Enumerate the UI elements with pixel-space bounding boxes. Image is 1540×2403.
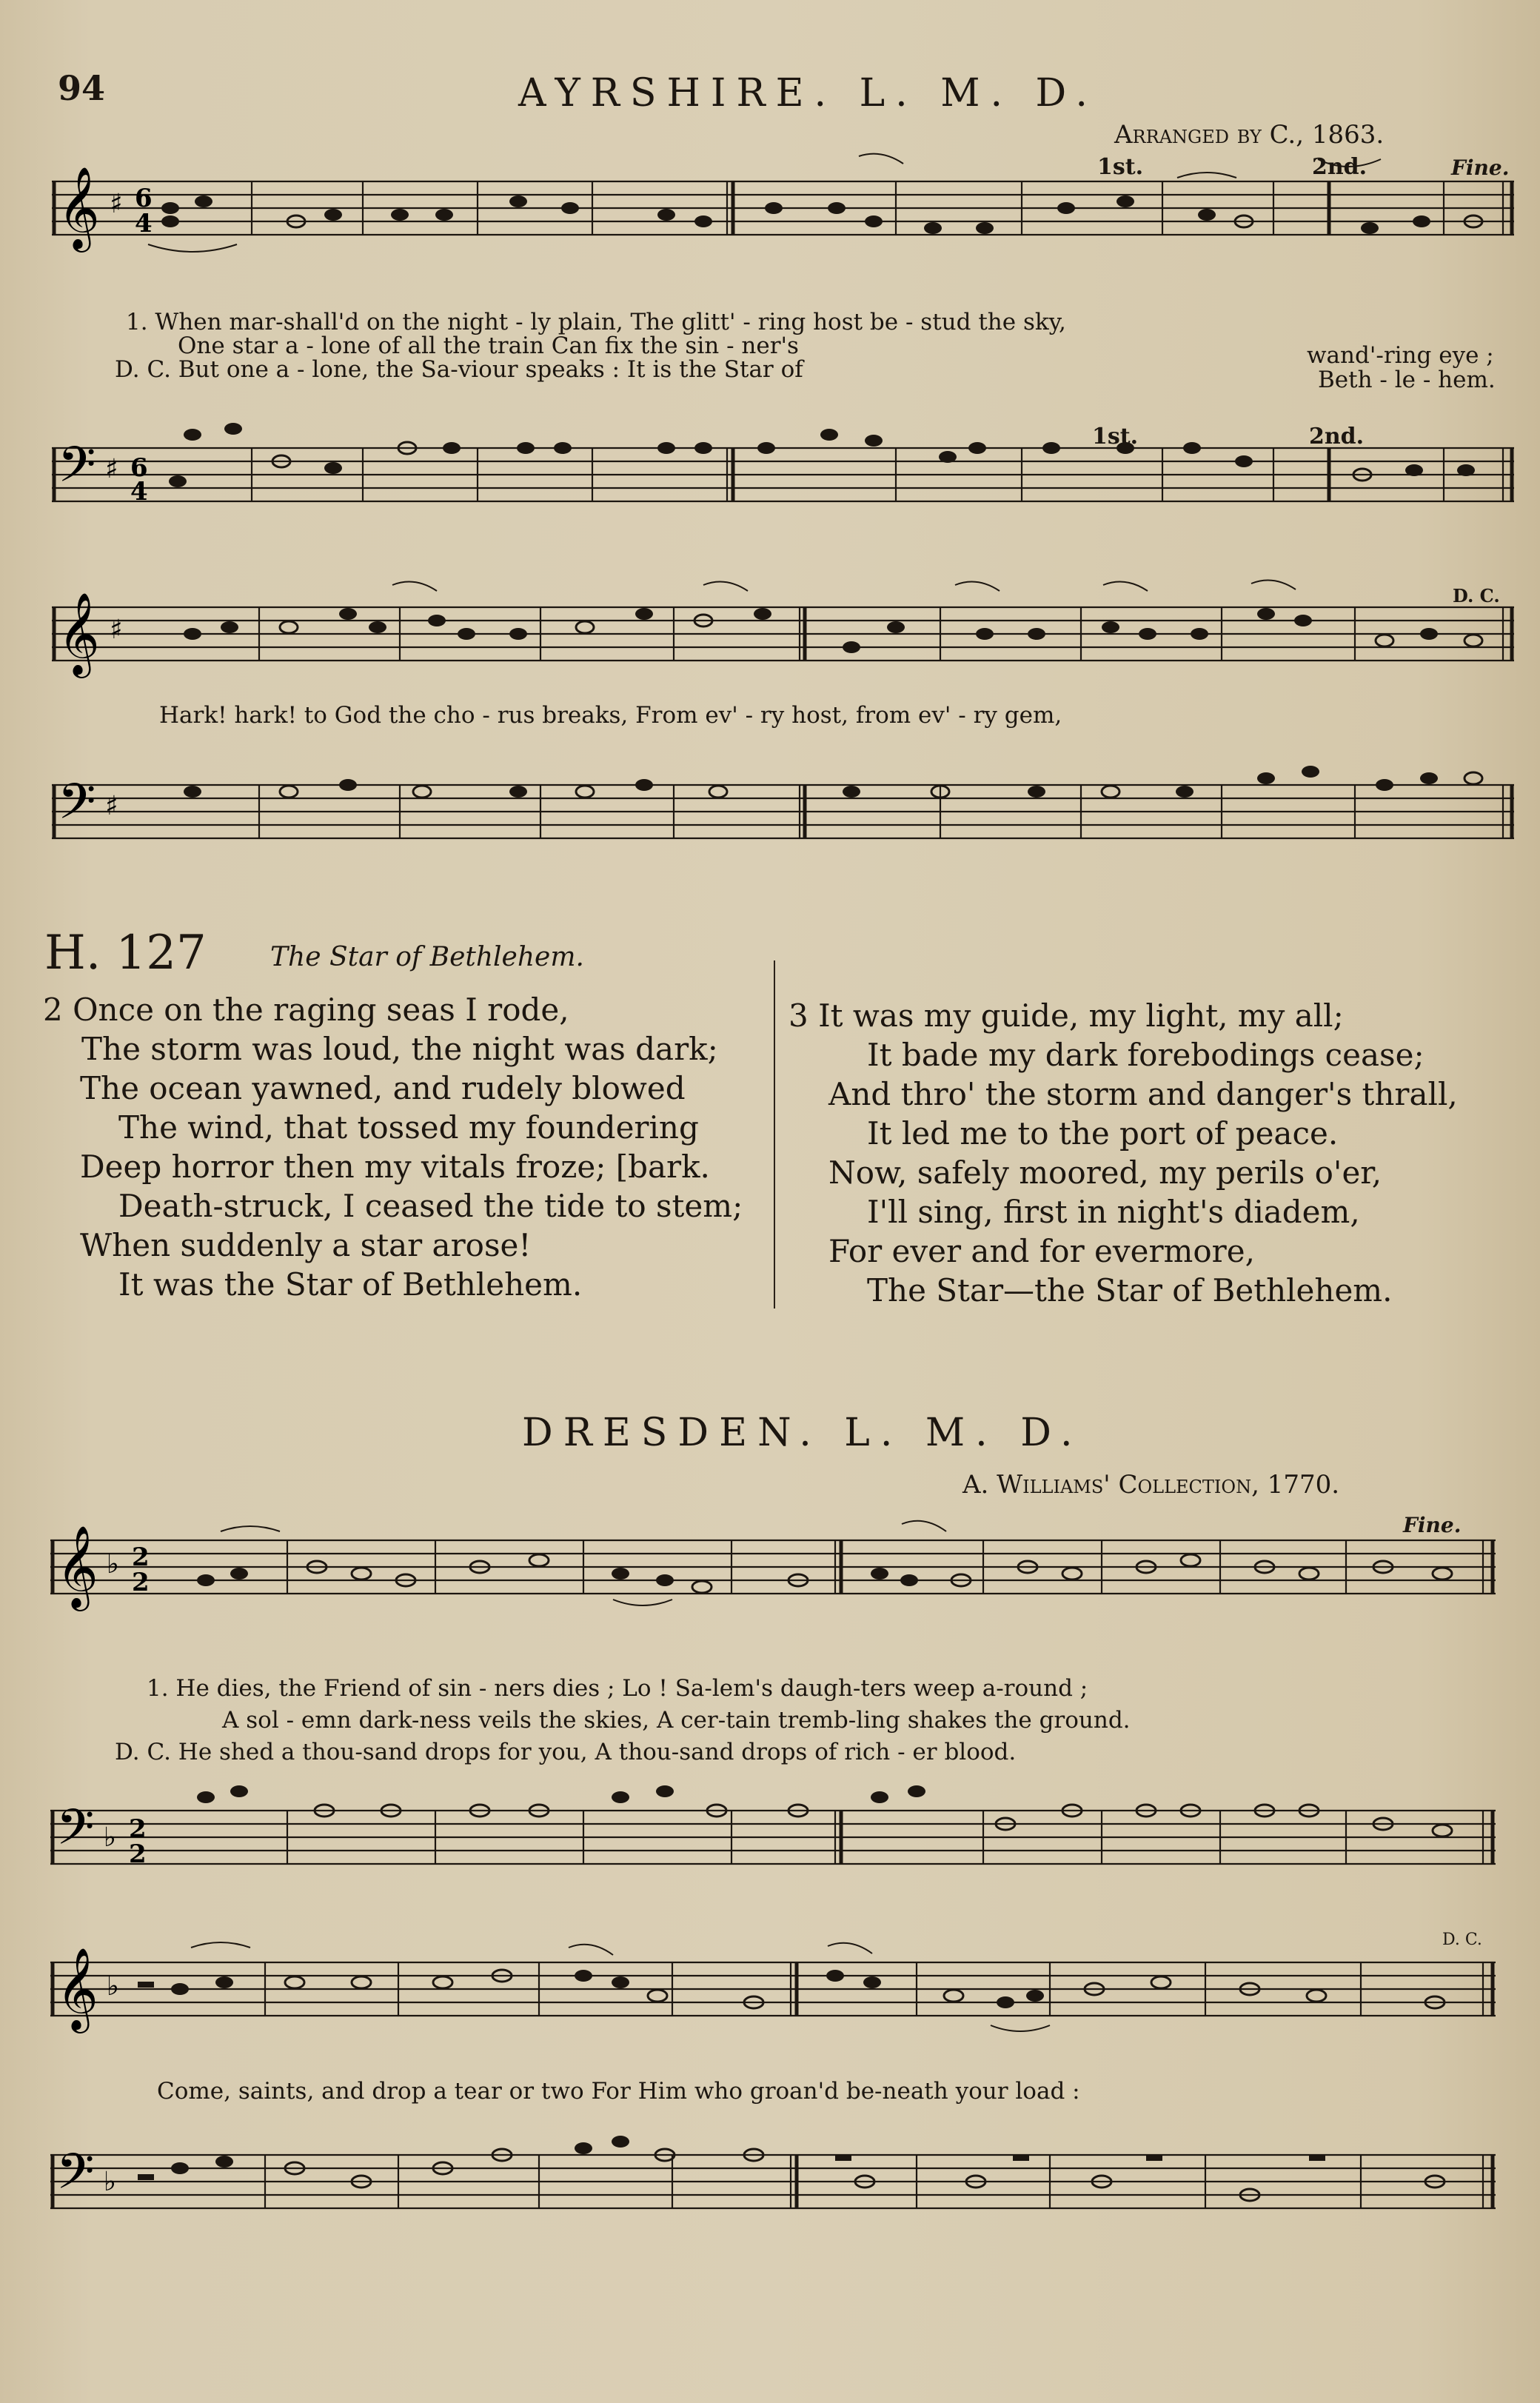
svg-text:𝄢: 𝄢 xyxy=(58,773,96,842)
dresden-lyric-line-2: A sol - emn dark-ness veils the skies, A cer-tain tremb-ling shakes the ground. xyxy=(222,1707,1131,1734)
verse-2-line: Deep horror then my vitals froze; [bark. xyxy=(80,1149,710,1185)
column-divider xyxy=(774,960,775,1309)
verse-2-line: When suddenly a star arose! xyxy=(80,1227,532,1263)
svg-text:♭: ♭ xyxy=(104,1822,116,1853)
second-ending-marker-bass: 2nd. xyxy=(1309,424,1365,449)
verse-3-line: For ever and for evermore, xyxy=(828,1233,1255,1269)
verse-3-line: The Star—the Star of Bethlehem. xyxy=(867,1272,1393,1309)
fine-marker: Fine. xyxy=(1451,156,1510,180)
svg-text:♭: ♭ xyxy=(107,1971,119,2002)
ayrshire-treble-staff-2 xyxy=(52,563,1525,711)
svg-text:6: 6 xyxy=(130,453,148,483)
verse-2-line: The storm was loud, the night was dark; xyxy=(81,1031,718,1067)
verse-3-line: I'll sing, first in night's diadem, xyxy=(867,1194,1360,1230)
svg-text:𝄞: 𝄞 xyxy=(56,1525,98,1608)
ayrshire-bass-staff-2 xyxy=(52,748,1525,896)
arranger-credit: Arranged by C., 1863. xyxy=(1114,120,1385,150)
verse-2 xyxy=(43,990,743,1304)
tune-title-dresden: DRESDEN. L. M. D. xyxy=(522,1411,1083,1455)
svg-text:𝄢: 𝄢 xyxy=(58,436,96,505)
ayrshire-lyric-line-4: Hark! hark! to God the cho - rus breaks, From ev' - ry host, from ev' - ry gem, xyxy=(159,702,1062,729)
first-ending-marker: 1st. xyxy=(1097,154,1144,180)
svg-text:6: 6 xyxy=(135,184,153,213)
page-number: 94 xyxy=(58,68,106,108)
svg-text:𝄢: 𝄢 xyxy=(56,1799,95,1868)
ayrshire-lyric-line-2: One star a - lone of all the train Can fix the sin - ner's xyxy=(178,332,799,359)
ayrshire-lyric-line-1: 1. When mar-shall'd on the night - ly plain, The glitt' - ring host be - stud the sky, xyxy=(126,309,1066,335)
verse-3-line: It was my guide, my light, my all; xyxy=(818,997,1344,1034)
svg-text:♭: ♭ xyxy=(107,1548,119,1580)
dresden-credit: A. Williams' Collection, 1770. xyxy=(962,1470,1340,1500)
da-capo-marker: D. C. xyxy=(1453,585,1500,606)
svg-text:2: 2 xyxy=(129,1839,147,1869)
svg-text:♯: ♯ xyxy=(105,453,118,484)
dresden-lyric-line-3: D. C. He shed a thou-sand drops for you, A thou-sand drops of rich - er blood. xyxy=(115,1739,1017,1765)
dresden-da-capo-marker: D. C. xyxy=(1442,1931,1482,1949)
verse-3-number: 3 xyxy=(789,997,808,1034)
tune-title-ayrshire: AYRSHIRE. L. M. D. xyxy=(518,71,1098,116)
svg-text:𝄞: 𝄞 xyxy=(58,592,100,675)
svg-text:2: 2 xyxy=(132,1568,150,1597)
dresden-fine-marker: Fine. xyxy=(1403,1513,1462,1537)
ayrshire-bass-staff-1 xyxy=(52,404,1525,574)
verse-2-line: Death-struck, I ceased the tide to stem; xyxy=(118,1188,743,1224)
dresden-bass-staff-1 xyxy=(50,1766,1524,1914)
svg-text:2: 2 xyxy=(132,1543,150,1572)
second-ending-marker: 2nd. xyxy=(1312,154,1367,180)
svg-text:2: 2 xyxy=(129,1814,147,1844)
verse-2-line: Once on the raging seas I rode, xyxy=(73,992,569,1028)
verse-2-number: 2 xyxy=(43,992,63,1028)
svg-text:4: 4 xyxy=(135,209,153,238)
svg-text:𝄢: 𝄢 xyxy=(56,2143,95,2212)
dresden-lyric-line-1: 1. He dies, the Friend of sin - ners dies ; Lo ! Sa-lem's daugh-ters weep a-round ; xyxy=(147,1675,1088,1702)
svg-text:♯: ♯ xyxy=(105,790,118,821)
ayrshire-lyric-end-2: Beth - le - hem. xyxy=(1318,367,1496,393)
svg-text:4: 4 xyxy=(130,477,148,507)
ayrshire-treble-staff-1 xyxy=(52,152,1525,300)
svg-text:𝄞: 𝄞 xyxy=(56,1947,98,2030)
first-ending-marker-bass: 1st. xyxy=(1092,424,1139,449)
hymn-number: H. 127 xyxy=(44,926,207,980)
ayrshire-lyric-line-3: D. C. But one a - lone, the Sa-viour speaks : It is the Star of xyxy=(115,356,803,383)
dresden-treble-staff-2 xyxy=(50,1933,1524,2081)
svg-text:𝄞: 𝄞 xyxy=(58,166,100,249)
verse-3-line: It led me to the port of peace. xyxy=(867,1115,1339,1152)
ayrshire-lyric-end-1: wand'-ring eye ; xyxy=(1307,342,1494,369)
hymn-subtitle: The Star of Bethlehem. xyxy=(270,942,584,972)
verse-3-line: And thro' the storm and danger's thrall, xyxy=(828,1076,1458,1112)
dresden-treble-staff-1 xyxy=(50,1511,1524,1659)
dresden-lyric-line-4: Come, saints, and drop a tear or two For Him who groan'd be-neath your load : xyxy=(157,2078,1080,2105)
verse-3-line: Now, safely moored, my perils o'er, xyxy=(828,1154,1382,1191)
verse-2-line: The wind, that tossed my foundering xyxy=(118,1109,699,1146)
dresden-bass-staff-2 xyxy=(50,2103,1524,2251)
svg-text:♯: ♯ xyxy=(110,188,123,219)
verse-3 xyxy=(789,996,1458,1310)
verse-2-line: The ocean yawned, and rudely blowed xyxy=(80,1070,686,1106)
svg-text:♯: ♯ xyxy=(110,614,123,645)
verse-3-line: It bade my dark forebodings cease; xyxy=(867,1037,1424,1073)
svg-text:♭: ♭ xyxy=(104,2166,116,2197)
verse-2-line: It was the Star of Bethlehem. xyxy=(118,1266,583,1303)
